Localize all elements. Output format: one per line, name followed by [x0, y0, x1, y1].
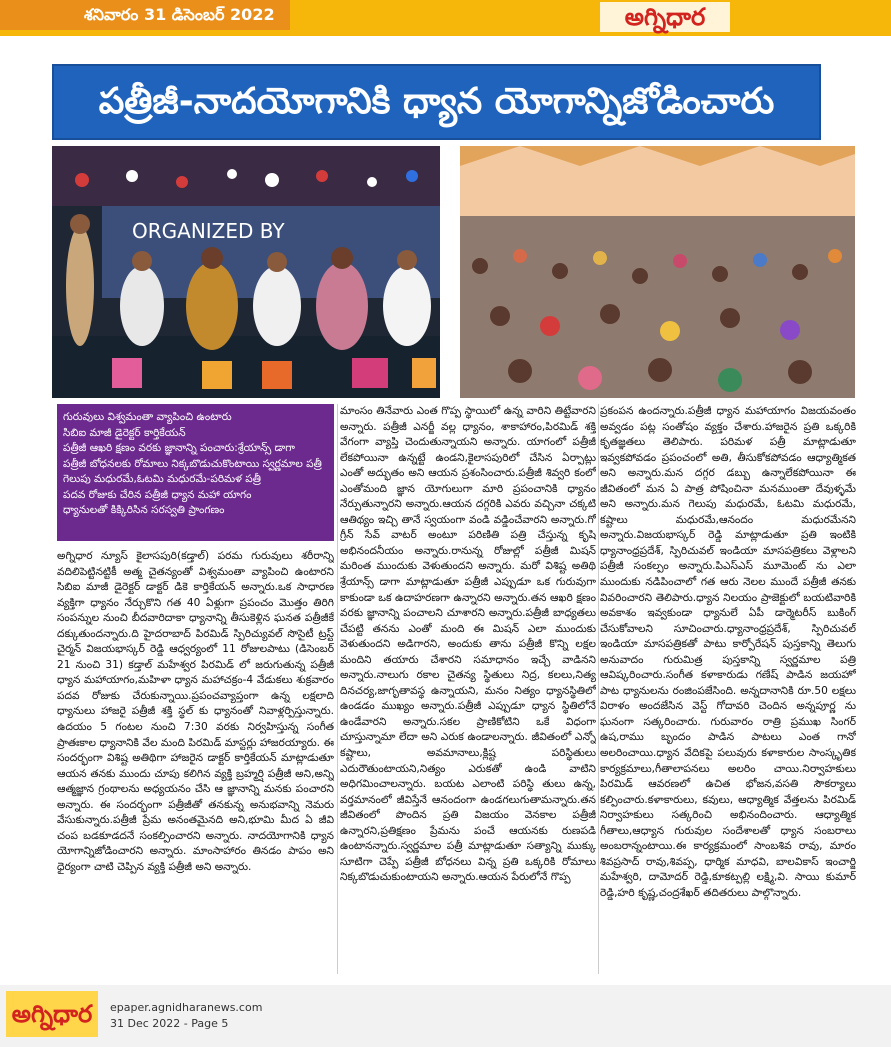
highlight-line: గురువులు విశ్వమంతా వ్యాపించి ఉంటారు	[63, 411, 232, 423]
stage-photo-illustration	[52, 146, 440, 398]
issue-date: శనివారం 31 డిసెంబర్ 2022	[0, 0, 290, 30]
organized-by-text: ORGANIZED BY	[132, 219, 285, 243]
footer-logo[interactable]: అగ్నిధార	[6, 991, 98, 1037]
article-column-1	[57, 549, 334, 969]
highlight-line: గెలుపు మధురమే,ఓటమి మధురమే-పరిమళ పత్రీ	[63, 473, 261, 485]
highlight-line: సిబిఐ మాజీ డైరెక్టర్ కార్తికేయన్	[63, 426, 186, 439]
highlight-line: పదవ రోజుకు చేరిన పత్రీజీ ధ్యాన మహా యాగం	[63, 488, 252, 501]
audience-photo-illustration	[460, 146, 855, 398]
highlight-line: ధ్యానులతో కిక్కిరిసిన సరస్వతి ప్రాంగణం	[63, 504, 225, 516]
article-text-2: మాంసం తినేవారు ఎంత గొప్ప స్థాయిలో ఉన్న వారిని తిట్టేవారని అన్నారు. పత్రీజీ ఎనర్జీ వల్ల ధ్యానం, శాకాహారం,పిరమిడ్ శక్తి వేగంగా వ్యాప్తి చెందుతున్నాయని అన్నారు. యాగంలో పత్రీజీ లేకపోయినా ఉన్నట్టే ఉండని,కైలాసపురిలో చేసిన ఏర్పాట్లు ఎంతో అద్భుతం అని ఆయన ప్రశంసించారు.పత్రీజీ శివ్వరి కంలో ఎంతోమంది జ్ఞాన యోగులుగా మారి ప్రపంచానికి ధ్యానం నేర్పుతున్నారని అన్నారు.ఆయన దగ్గరికి ఎవరు వచ్చినా చక్కటి ఆతిథ్యం ఇచ్చి తానే స్వయంగా వండి వడ్డించేవారని అన్నారు.గో గ్రీన్ సేవ్ వాటర్ అంటూ పరిణితి పత్రి చేస్తున్న కృషి అభినందనీయం అన్నారు.రానున్న రోజుల్లో పత్రీజీ మిషన్ మరింత ముందుకు వెళుతుందని అన్నారు. మరో విశిష్ట అతిథి శ్రేయాన్స్ డాగా మాట్లాడుతూ పత్రీజీ ఎప్పుడూ ఒక గురువుగా కాకుండా ఒక ఉదాహరణగా ఉన్నారని అన్నారు.తన ఆఖరి క్షణం వరకు జ్ఞానాన్ని పంచాలని చూశారని అన్నారు.పత్రీజీ బాధ్యతలు చేపట్టి తనను ఎంతో మంది ఈ మిషన్ ఎలా ముందుకు వెళుతుందని అడిగారని, అందుకు తాను పత్రీజీ కొన్ని లక్షల మందిని తయారు చేశారని సమాధానం ఇచ్చే వాడినని అన్నారు.నాలుగు రకాల చైతన్య స్థితులు నిద్ర, కలలు,నిత్య దినచర్య,జాగృతావస్థ ఉన్నాయని, మనం నిత్యం ధ్యానస్థితిలో ఉండడం ముఖ్యం అన్నారు.పత్రీజీ ఎప్పుడూ ధ్యాన స్థితిలోనే ఉండేవారని అన్నారు.సకల ప్రాణికోటిని ఒకే విధంగా చూస్తున్నామా లేదా అని ఎరుక ఉండాలన్నారు. జీవితంలో ఎన్నో కష్టాలు, అవమానాలు,క్లిష్ట పరిస్థితులు ఎదురౌతుంటాయని,నిత్యం ఎరుకతో ఉండి వాటిని అధిగమించాలన్నారు. బయట ఎలాంటి పరిస్థి తులు ఉన్న, వర్తమానంలో జీవిస్తేనే ఆనందంగా ఉండగలుగుతామన్నారు.తన జీవితంలో పొందిన ప్రతి విజయం వెనకాల పత్రీజీ ఉన్నారని,ప్రతిక్షణం ప్రేమను పంచే ఆయనకు రుణపడి ఉంటానన్నారు.స్వర్ణమాల పత్రీ మాట్లాడుతూ సత్యాన్ని ముక్కు సూటిగా చెప్పే పత్రీజీ బోధనలు విన్న ప్రతి ఒక్కరికి రోమాలు నిక్కబొడుచుకుంటాయని అన్నారు.ఆయన పేరులోనే గొప్ప	[340, 405, 596, 884]
highlight-line: పత్రీజీ ఆఖరి క్షణం వరకు జ్ఞానాన్ని పంచారు:శ్రేయాన్స్ డాగా	[63, 442, 295, 454]
photo-audience	[460, 146, 855, 398]
epaper-url[interactable]: epaper.agnidharanews.com	[110, 1001, 263, 1014]
headline: పత్రీజీ-నాదయోగానికి ధ్యాన యోగాన్నిజోడించారు	[98, 81, 775, 122]
article-column-2	[340, 404, 596, 974]
highlights-box	[57, 404, 334, 541]
headline-box	[52, 64, 821, 140]
article-column-3	[600, 404, 856, 974]
masthead-logo[interactable]: అగ్నిధార	[600, 2, 730, 32]
photo-stage-guests	[52, 146, 440, 398]
highlight-line: పత్రీజీ బోధనలకు రోమాలు నిక్కబొడుచుకొంటాయి స్వర్ణమాల పత్రీ	[63, 457, 322, 470]
column-divider	[337, 404, 338, 974]
page-info: 31 Dec 2022 - Page 5	[110, 1017, 229, 1030]
column-divider	[598, 404, 599, 974]
article-text-3: ప్రకంపన ఉందన్నారు.పత్రీజీ ధ్యాన మహాయాగం విజయవంతం అవ్వడం పట్ల సంతోషం వ్యక్తం చేశారు.హాజరైన ప్రతి ఒక్కరికి కృతజ్ఞతలు తెలిపారు. పరిమళ పత్రీ మాట్లాడుతూ ఇవ్వకపోవడం ప్రపంచంలో అతి, తీసుకోకపోవడం ఆధ్యాత్మికత అని అన్నారు.మన దగ్గర డబ్బు ఉన్నాలేకపోయినా ఈ జీవితంలో మన ఏ పాత్ర పోషించినా మనముంతా దేవుళ్ళమే అని అన్నారు.మన గెలుపు మధురమే, ఓటమి మధురమే, కష్టాలు మధురమే,ఆనందం మధురమేనని అన్నారు.విజయభాస్కర్ రెడ్డి మాట్లాడుతూ ప్రతి ఇంటికి ధ్యానాంధ్రప్రదేశ్, స్పిరిచువల్ ఇండియా మాసపత్రికలు వెళ్లాలని పత్రీజీ సంకల్పం అన్నారు.పిఎస్ఎస్ మూమెంట్ ను ఎలా ముందుకు నడిపించాలో గత ఆరు నెలల ముందే పత్రీజీ తనకు వివరించారని తెలిపారు.ధ్యాన నిలయం ప్రాజెక్టులో బయటివారికి అవకాశం ఇవ్వకుండా ధ్యానులే ఏపీ డార్మెటరీస్ బుకింగ్ చేసుకోవాలని సూచించారు.ధ్యానాంధ్రప్రదేశ్, స్పిరిచువల్ ఇండియా మాసపత్రికతో పాటు కార్పోరేషన్ పుస్తకాన్ని తెలుగు అనువాదం గురుమిత్ర పుస్తకాన్ని స్వర్ణమాల పత్రి ఆవిష్కరించారు.సంగీత కళాకారుడు గణేష్ పాడిన జయహో పాట ధ్యానులను రంజింపజేసింది. అన్నదానానికి రూ.50 లక్షలు విరాళం అందజేసిన వెస్ట్ గోదావరి చెందిన అన్నపూర్ణ ను ఘనంగా సత్కరించారు. గురువారం రాత్రి ప్రముఖ సింగర్ ఉష,రాము బృందం పాడిన పాటలు ఎంత గానో అలరించాయి.ధ్యాన వేదికపై పలువురు కళాకారుల సాంస్కృతిక కార్యక్రమాలు,గీతాలాపనలు అలరిం చాయి.నిర్వాహకులు పిరమిడ్ ఆవరణలో ఉచిత భోజన,వసతి సౌకర్యాలు కల్పించారు.కళాకారులు, కవులు, ఆధ్యాత్మిక వేత్తలను పిరమిడ్ నిర్వాహకులు సత్కరించి అభినందించారు. ఆధ్యాత్మిక గీతాలు,ఆధ్యాన గురువుల సందేశాలతో ధ్యాన సంబరాలు అంబరాన్నంటాయి.ఈ కార్యక్రమంలో సాంబశివ రావు, మారం శివప్రసాద్ రావు,శివప్ప, ధార్మిక మాధవి, బాలవికాస్ ఇంచార్జి మహేశ్వరి, దామోదర్ రెడ్డి,కూకట్పల్లి లక్ష్మి,వి. సాయి కుమార్ రెడ్డి,హరి కృష్ణ,చంద్రశేఖర్ తదితరులు పాల్గొన్నారు.	[600, 405, 856, 899]
footer	[0, 985, 891, 1047]
article-text-1: అగ్నిధార న్యూస్ కైలాసపురి(కడ్తాల్) పరమ గురువులు శరీరాన్ని వదిలిపెట్టినట్టికీ అత్మ చైతన్యంతో విశ్వమంతా వ్యాపించి ఉంటారని సిబిఐ మాజీ డైరెక్టర్ డాక్టర్ డికె కార్తికేయన్ అన్నారు.ఒక సాధారణ వ్యక్తిగా ధ్యానం నేర్చుకొని గత 40 ఏళ్లుగా ప్రపంచం మొత్తం తిరిగి సంపన్నుల నుంచి బీదవారిదాకా ధ్యానాన్ని తీసుకెళ్లిన ఘనత పత్రీజీకే దక్కుతుందన్నారు.ది హైదరాబాద్ పిరమిడ్ స్పిరిచ్యువల్ సొసైటీ ట్రస్ట్ చైర్మన్ విజయభాస్కర్ రెడ్డి ఆధ్వర్యంలో 11 రోజులపాటు (డిసెంబర్ 21 నుంచి 31) కడ్తాల్ మహేశ్వర పిరమిడ్ లో జరుగుతున్న పత్రీజీ ధ్యాన మహాయాగం,మహిళా ధ్యాన మహాచక్రం-4 వేడుకలు శుక్రవారం పదవ రోజుకు చేరుకున్నాయి.ప్రపంచవ్యాప్తంగా ఉన్న లక్షలాది ధ్యానులు హాజరై పత్రీజీ శక్తి స్థల్ కు ధ్యానంతో నివాళ్లర్పిస్తున్నారు. ఉదయం 5 గంటల నుంచి 7:30 వరకు నిర్వహిస్తున్న సంగీత ప్రాతఃకాల ధ్యానానికి వేల మంది పిరమిడ్ మాస్టర్లు హాజరయ్యారు. ఈ సందర్భంగా విశిష్ట అతిథిగా హాజరైన డాక్టర్ కార్తికేయన్ మాట్లాడుతూ ఆయన తనకు ముందు చూపు కలిగిన వ్యక్తి బ్రహ్మర్షి పత్రీజీ అని,అన్ని ఆత్మజ్ఞాన గ్రంథాలను అధ్యయనం చేసి ఆ జ్ఞానాన్ని మనకు పంచారని అన్నారు. ఈ సందర్భంగా పత్రీజీతో తనకున్న అనుభవాన్ని నెమరు వేసుకున్నారు.పత్రీజీ ప్రేమ అనంతమైనది అని,భూమి మీద ఏ జీవి చంప బడకూడదనే సంకల్పించారని అన్నారు. నాదయోగానికి ధ్యాన యోగాన్నిజోడించారని అన్నారు. మాంసాహారం తినడం పాపం అని ధైర్యంగా చాటి చెప్పిన వ్యక్తి పత్రీజీ అని అన్నారు.	[57, 550, 334, 873]
